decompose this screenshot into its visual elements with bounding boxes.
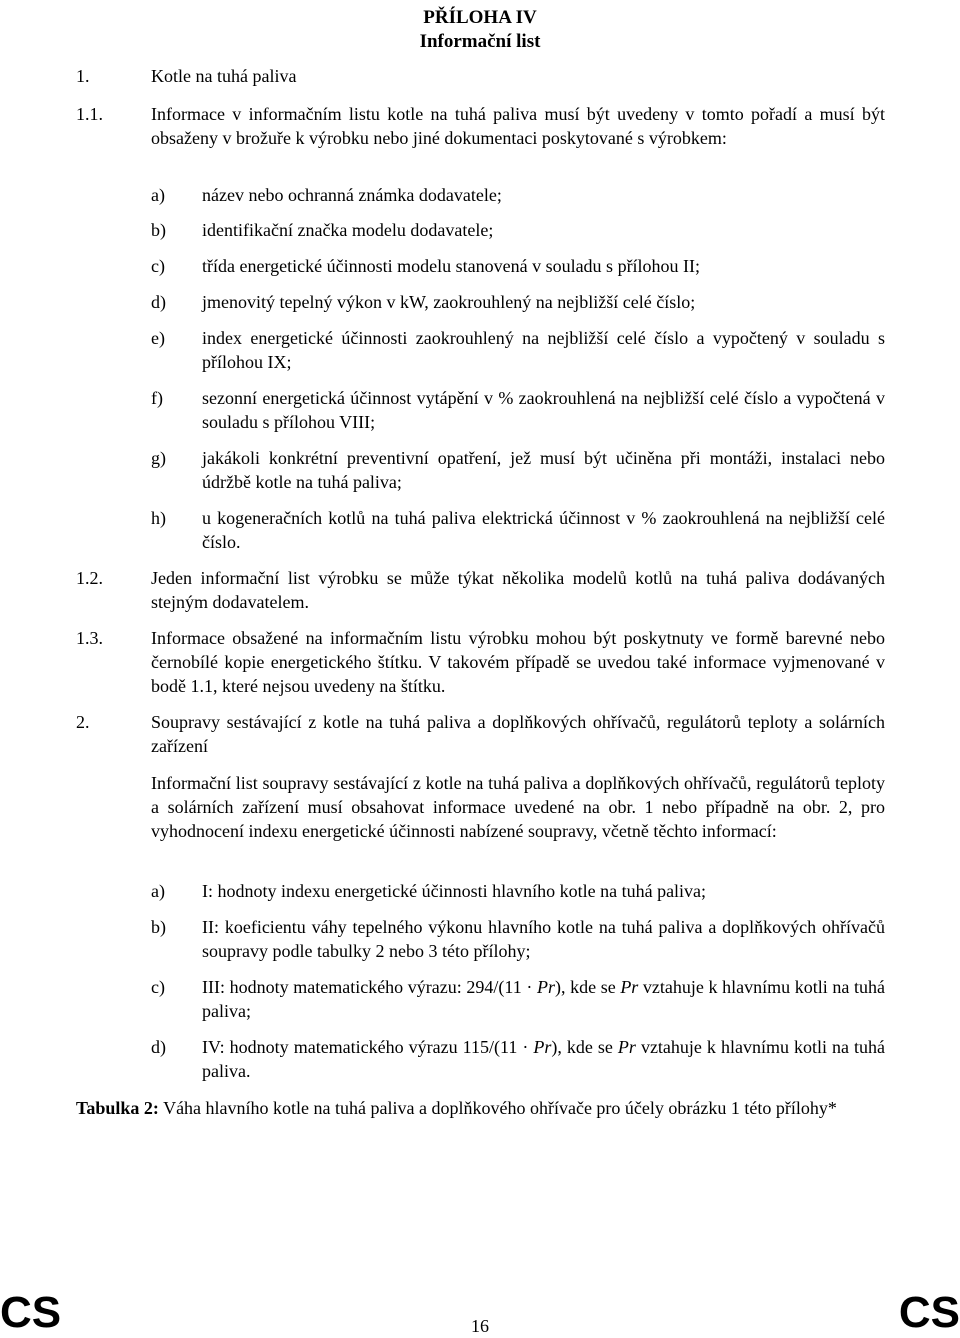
section-1-1-text: Informace v informačním listu kotle na tuhá paliva musí být uvedeny v tomto pořadí a musí být obsaženy v brožuře k výrobku nebo jiné dokumentaci poskytované s výrobkem: [151, 104, 885, 148]
section-1-1-number: 1.1. [76, 104, 103, 124]
list-item-text: sezonní energetická účinnost vytápění v % zaokrouhlená na nejbližší celé číslo a vypočtená v souladu s přílohou VIII; [202, 388, 885, 432]
list-item-label: a) [151, 185, 165, 205]
list-item-text: jakákoli konkrétní preventivní opatření, jež musí být učiněna při montáži, instalaci nebo údržbě kotle na tuhá paliva; [202, 448, 885, 492]
pr-symbol: Pr [536, 977, 555, 997]
annex-title: PŘÍLOHA IV [423, 7, 537, 28]
section-2-number: 2. [76, 712, 90, 732]
list-item-text: třída energetické účinnosti modelu stanovená v souladu s přílohou II; [202, 256, 701, 276]
section-2-title: Soupravy sestávající z kotle na tuhá paliva a doplňkových ohřívačů, regulátorů teploty a solárních zařízení [151, 712, 885, 756]
section-1-3-text: Informace obsažené na informačním listu výrobku mohou být poskytnuty ve formě barevné nebo černobílé kopie energetického štítku. V takovém případě se uvedou také informace vyjmenované v bodě 1.1, které nejsou uvedeny na štítku. [151, 628, 885, 696]
language-code-right: CS [898, 1288, 960, 1337]
text-segment: III: hodnoty matematického výrazu: 294/(11 · [202, 977, 537, 997]
language-code-left: CS [0, 1288, 62, 1337]
list-item-text [202, 1035, 885, 1083]
list-item-text: u kogeneračních kotlů na tuhá paliva elektrická účinnost v % zaokrouhlená na nejbližší celé číslo. [202, 508, 885, 552]
section-1-title: Kotle na tuhá paliva [151, 66, 297, 86]
list-item-label: b) [151, 917, 166, 937]
text-segment: ), kde se [554, 977, 621, 997]
text-segment: ), kde se [551, 1037, 618, 1057]
table-caption-label: Tabulka 2: [76, 1098, 159, 1118]
list-item-text: I: hodnoty indexu energetické účinnosti hlavního kotle na tuhá paliva; [202, 881, 707, 901]
page-number: 16 [471, 1316, 489, 1336]
text-segment: vztahuje k hlavnímu kotli na tuhá paliva. [202, 1037, 885, 1081]
section-1-2-text: Jeden informační list výrobku se může týkat několika modelů kotlů na tuhá paliva dodávaných stejným dodavatelem. [151, 568, 885, 612]
list-item-label: g) [151, 448, 166, 468]
section-1-3-number: 1.3. [76, 628, 103, 648]
table-caption [76, 1096, 885, 1120]
pr-symbol: Pr [620, 977, 639, 997]
list-item-text: název nebo ochranná známka dodavatele; [202, 185, 502, 205]
list-item-label: h) [151, 508, 166, 528]
text-segment: vztahuje k hlavnímu kotli na tuhá paliva; [202, 977, 885, 1021]
pr-symbol: Pr [533, 1037, 552, 1057]
list-item-text: identifikační značka modelu dodavatele; [202, 220, 494, 240]
list-item-text: II: koeficientu váhy tepelného výkonu hlavního kotle na tuhá paliva a doplňkových ohřívačů soupravy podle tabulky 2 nebo 3 této přílohy; [202, 917, 885, 961]
list-item-text [202, 975, 885, 1023]
list-item-label: b) [151, 220, 166, 240]
list-item-label: a) [151, 881, 165, 901]
pr-symbol: Pr [617, 1037, 636, 1057]
annex-subtitle: Informační list [419, 31, 541, 52]
section-1-2-number: 1.2. [76, 568, 103, 588]
list-item-text: index energetické účinnosti zaokrouhlený na nejbližší celé číslo a vypočtený v souladu s přílohou IX; [202, 328, 885, 372]
list-item-label: d) [151, 292, 166, 312]
section-2-intro: Informační list soupravy sestávající z kotle na tuhá paliva a doplňkových ohřívačů, regulátorů teploty a solárních zařízení musí obsahovat informace uvedené na obr. 1 nebo případně na obr. 2, pro vyhodnocení indexu energetické účinnosti nabízené soupravy, včetně těchto informací: [151, 773, 885, 841]
table-caption-text: Váha hlavního kotle na tuhá paliva a doplňkového ohřívače pro účely obrázku 1 této přílohy* [158, 1098, 837, 1118]
list-item-label: c) [151, 256, 165, 276]
list-item-label: f) [151, 388, 163, 408]
list-item-text: jmenovitý tepelný výkon v kW, zaokrouhlený na nejbližší celé číslo; [202, 292, 696, 312]
list-item-label: e) [151, 328, 165, 348]
list-item-label: d) [151, 1037, 166, 1057]
list-item-label: c) [151, 977, 165, 997]
section-1-number: 1. [76, 66, 90, 86]
text-segment: IV: hodnoty matematického výrazu 115/(11 · [202, 1037, 534, 1057]
